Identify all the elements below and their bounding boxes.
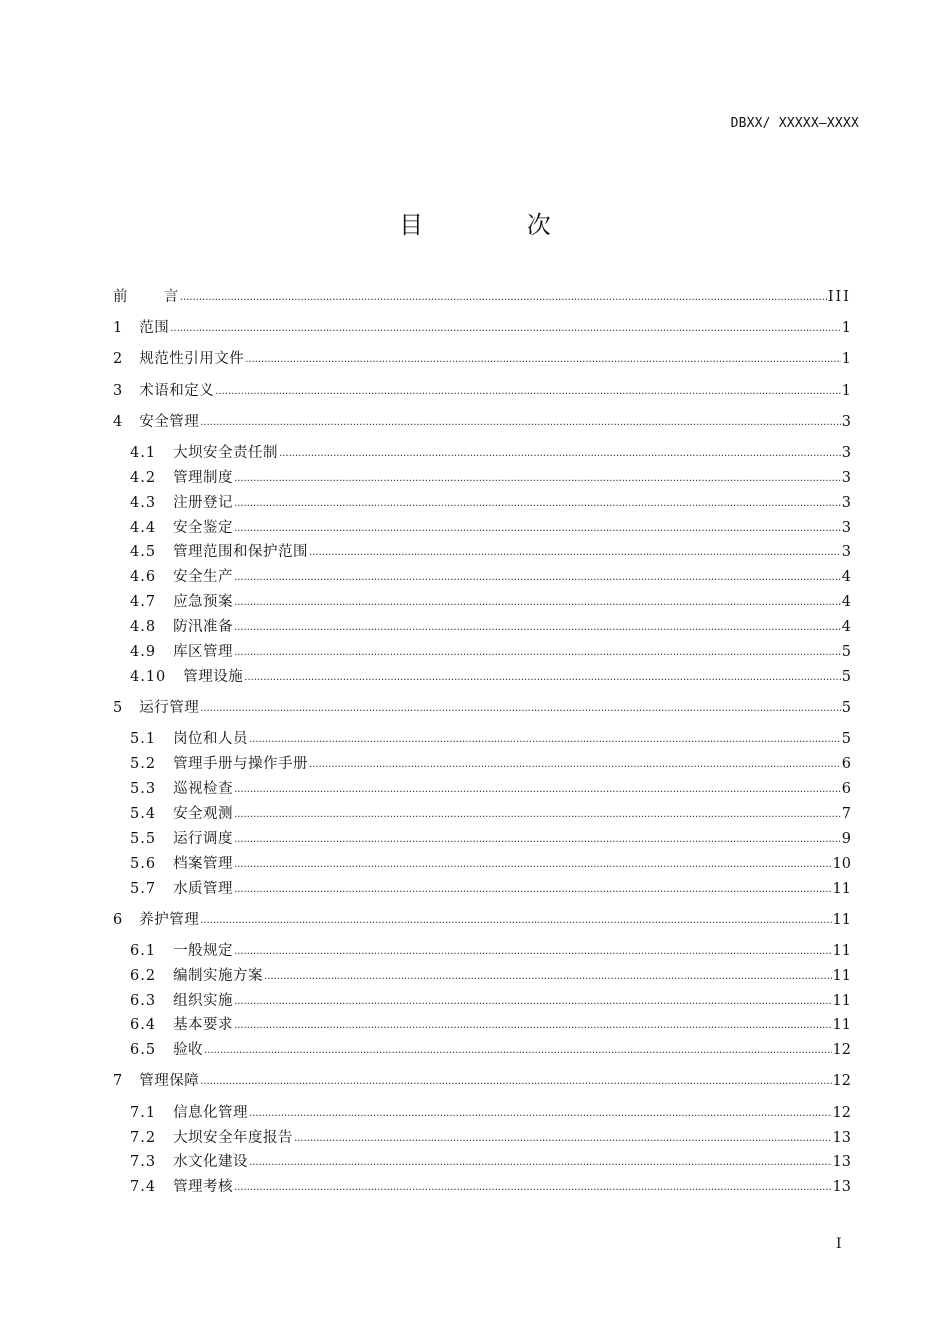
toc-entry-label: 大坝安全年度报告 (173, 1130, 294, 1146)
toc-dot-leader (234, 941, 831, 963)
toc-entry-label: 防汛准备 (173, 619, 234, 635)
toc-entry-label: 养护管理 (139, 912, 200, 928)
toc-entry-page: 3 (841, 414, 851, 430)
toc-dot-leader (215, 381, 841, 403)
toc-entry-number: 4.3 (130, 495, 157, 511)
toc-entry-page: 11 (832, 881, 851, 897)
toc-entry-number: 4.5 (130, 544, 157, 560)
toc-entry-number: 6.3 (130, 993, 157, 1009)
toc-entry-number: 5.1 (130, 731, 157, 747)
toc-entry-number: 7.3 (130, 1154, 157, 1170)
toc-entry-number: 3 (113, 383, 124, 399)
toc-entry-label: 安全观测 (173, 806, 234, 822)
toc-entry[interactable] (130, 616, 851, 638)
toc-entry[interactable] (130, 803, 851, 825)
toc-entry-page: 12 (832, 1073, 851, 1089)
toc-entry-page: 3 (841, 445, 851, 461)
toc-entry-page: 1 (841, 320, 851, 336)
toc-entry-page: 3 (841, 495, 851, 511)
toc-dot-leader (200, 698, 841, 720)
toc-entry-number: 5 (113, 700, 124, 716)
toc-dot-leader (200, 910, 831, 932)
toc-entry-label: 档案管理 (173, 856, 234, 872)
toc-entry-label: 管理考核 (173, 1179, 234, 1195)
toc-dot-leader (200, 412, 841, 434)
toc-entry-label: 验收 (173, 1042, 204, 1058)
toc-entry[interactable] (113, 380, 851, 402)
toc-entry-page: 11 (832, 993, 851, 1009)
toc-dot-leader (294, 1128, 831, 1150)
toc-entry[interactable] (130, 728, 851, 750)
toc-entry[interactable] (113, 411, 851, 433)
toc-entry-number: 7.4 (130, 1179, 157, 1195)
toc-entry-page: 5 (841, 700, 851, 716)
toc-dot-leader (200, 1071, 831, 1093)
toc-title: 目 次 (399, 211, 599, 239)
toc-dot-leader (234, 1177, 831, 1199)
toc-entry-label: 一般规定 (173, 943, 234, 959)
toc-dot-leader (234, 879, 831, 901)
toc-dot-leader (234, 642, 841, 664)
toc-entry-label: 范围 (139, 320, 170, 336)
toc-entry-label: 水文化建设 (173, 1154, 249, 1170)
toc-entry-number: 4.9 (130, 644, 157, 660)
toc-dot-leader (264, 966, 831, 988)
toc-dot-leader (234, 468, 841, 490)
toc-entry-page: 5 (841, 731, 851, 747)
toc-dot-leader (244, 667, 840, 689)
toc-entry[interactable] (130, 666, 851, 688)
toc-entry[interactable] (130, 1151, 851, 1173)
toc-entry[interactable] (113, 909, 851, 931)
toc-entry-page: 3 (841, 544, 851, 560)
toc-entry-page: 5 (841, 669, 851, 685)
toc-dot-leader (204, 1040, 831, 1062)
toc-entry-page: 13 (832, 1130, 851, 1146)
toc-entry[interactable] (130, 1127, 851, 1149)
toc-entry-number: 6.1 (130, 943, 157, 959)
toc-entry-number: 5.3 (130, 781, 157, 797)
toc-entry[interactable] (130, 878, 851, 900)
toc-entry[interactable] (130, 853, 851, 875)
toc-entry-number: 5.4 (130, 806, 157, 822)
toc-entry[interactable] (130, 1039, 851, 1061)
toc-entry[interactable] (130, 517, 851, 539)
toc-dot-leader (309, 754, 841, 776)
toc-entry[interactable] (130, 442, 851, 464)
toc-entry-number: 7.2 (130, 1130, 157, 1146)
toc-entry-page: 7 (841, 806, 851, 822)
toc-entry[interactable] (113, 697, 851, 719)
toc-entry-label: 水质管理 (173, 881, 234, 897)
toc-entry[interactable] (113, 348, 851, 370)
toc-entry-page: 4 (841, 594, 851, 610)
toc-dot-leader (249, 1152, 831, 1174)
toc-entry-number: 4.1 (130, 445, 157, 461)
page-number: I (836, 1236, 842, 1252)
toc-entry[interactable] (113, 317, 851, 339)
toc-entry[interactable] (130, 965, 851, 987)
toc-entry[interactable] (130, 940, 851, 962)
toc-entry-label: 注册登记 (173, 495, 234, 511)
toc-entry-number: 4.7 (130, 594, 157, 610)
toc-dot-leader (234, 592, 841, 614)
toc-entry-number: 5.5 (130, 831, 157, 847)
toc-entry-page: 3 (841, 520, 851, 536)
toc-entry-page: 11 (832, 912, 851, 928)
toc-entry-page: 4 (841, 619, 851, 635)
toc-entry[interactable] (130, 1014, 851, 1036)
toc-entry-label: 应急预案 (173, 594, 234, 610)
toc-entry-label: 管理设施 (183, 669, 244, 685)
toc-dot-leader (234, 1015, 831, 1037)
toc-entry-label: 组织实施 (173, 993, 234, 1009)
toc-entry-number: 5.6 (130, 856, 157, 872)
toc-entry-label: 术语和定义 (139, 383, 215, 399)
toc-entry[interactable] (130, 778, 851, 800)
toc-dot-leader (170, 318, 841, 340)
toc-entry-page: 4 (841, 569, 851, 585)
toc-entry-label: 安全鉴定 (173, 520, 234, 536)
toc-dot-leader (180, 287, 827, 309)
toc-dot-leader (309, 542, 841, 564)
toc-entry-page: III (827, 289, 851, 305)
toc-entry-number: 6.4 (130, 1017, 157, 1033)
toc-entry[interactable] (130, 990, 851, 1012)
toc-entry-number: 5.2 (130, 756, 157, 772)
toc-entry-number: 4 (113, 414, 124, 430)
toc-dot-leader (234, 493, 841, 515)
toc-entry-number: 6 (113, 912, 124, 928)
toc-entry-number: 7 (113, 1073, 124, 1089)
toc-dot-leader (249, 729, 841, 751)
toc-entry-label: 安全管理 (139, 414, 200, 430)
toc-entry-page: 11 (832, 1017, 851, 1033)
toc-entry-label: 编制实施方案 (173, 968, 264, 984)
toc-entry-page: 11 (832, 968, 851, 984)
toc-dot-leader (249, 1103, 831, 1125)
toc-entry-page: 5 (841, 644, 851, 660)
toc-entry-label: 规范性引用文件 (139, 351, 245, 367)
toc-entry-page: 1 (841, 383, 851, 399)
toc-entry[interactable] (130, 566, 851, 588)
toc-dot-leader (234, 804, 841, 826)
toc-entry[interactable] (113, 286, 851, 308)
document-code: DBXX/ XXXXX—XXXX (730, 116, 859, 131)
toc-entry-number: 6.2 (130, 968, 157, 984)
toc-dot-leader (245, 349, 841, 371)
toc-dot-leader (279, 443, 841, 465)
toc-entry[interactable] (130, 641, 851, 663)
toc-dot-leader (234, 518, 841, 540)
toc-entry-page: 13 (832, 1154, 851, 1170)
toc-entry-number: 6.5 (130, 1042, 157, 1058)
toc-dot-leader (234, 991, 831, 1013)
toc-entry[interactable] (130, 753, 851, 775)
toc-entry-number: 4.2 (130, 470, 157, 486)
toc-entry-label: 运行管理 (139, 700, 200, 716)
toc-entry[interactable] (113, 1070, 851, 1092)
toc-entry-number: 4.4 (130, 520, 157, 536)
toc-entry-label: 管理手册与操作手册 (173, 756, 309, 772)
toc-entry-page: 3 (841, 470, 851, 486)
toc-dot-leader (234, 779, 841, 801)
toc-entry-label: 管理范围和保护范围 (173, 544, 309, 560)
toc-entry-page: 6 (841, 781, 851, 797)
toc-dot-leader (234, 854, 831, 876)
toc-entry-label: 安全生产 (173, 569, 234, 585)
toc-dot-leader (234, 567, 841, 589)
toc-entry-label: 库区管理 (173, 644, 234, 660)
toc-entry-label: 前 言 (113, 289, 179, 305)
toc-entry-page: 13 (832, 1179, 851, 1195)
toc-entry-label: 岗位和人员 (173, 731, 249, 747)
toc-entry-page: 1 (841, 351, 851, 367)
toc-entry-page: 12 (832, 1042, 851, 1058)
toc-entry-page: 12 (832, 1105, 851, 1121)
toc-entry-page: 6 (841, 756, 851, 772)
toc-entry-number: 2 (113, 351, 124, 367)
toc-entry-label: 信息化管理 (173, 1105, 249, 1121)
toc-entry-label: 巡视检查 (173, 781, 234, 797)
toc-entry-number: 5.7 (130, 881, 157, 897)
toc-entry[interactable] (130, 1102, 851, 1124)
toc-entry-number: 4.10 (130, 669, 167, 685)
toc-entry[interactable] (130, 541, 851, 563)
toc-entry-page: 9 (841, 831, 851, 847)
toc-dot-leader (234, 829, 841, 851)
toc-entry-number: 7.1 (130, 1105, 157, 1121)
toc-entry-number: 1 (113, 320, 124, 336)
toc-entry[interactable] (130, 467, 851, 489)
toc-entry-page: 11 (832, 943, 851, 959)
toc-entry-number: 4.6 (130, 569, 157, 585)
toc-entry-page: 10 (832, 856, 851, 872)
toc-entry[interactable] (130, 828, 851, 850)
toc-entry-label: 运行调度 (173, 831, 234, 847)
toc-entry[interactable] (130, 1176, 851, 1198)
toc-entry[interactable] (130, 492, 851, 514)
toc-dot-leader (234, 617, 841, 639)
toc-entry[interactable] (130, 591, 851, 613)
toc-entry-label: 管理制度 (173, 470, 234, 486)
toc-entry-label: 基本要求 (173, 1017, 234, 1033)
toc-entry-label: 大坝安全责任制 (173, 445, 279, 461)
toc-entry-number: 4.8 (130, 619, 157, 635)
toc-entry-label: 管理保障 (139, 1073, 200, 1089)
